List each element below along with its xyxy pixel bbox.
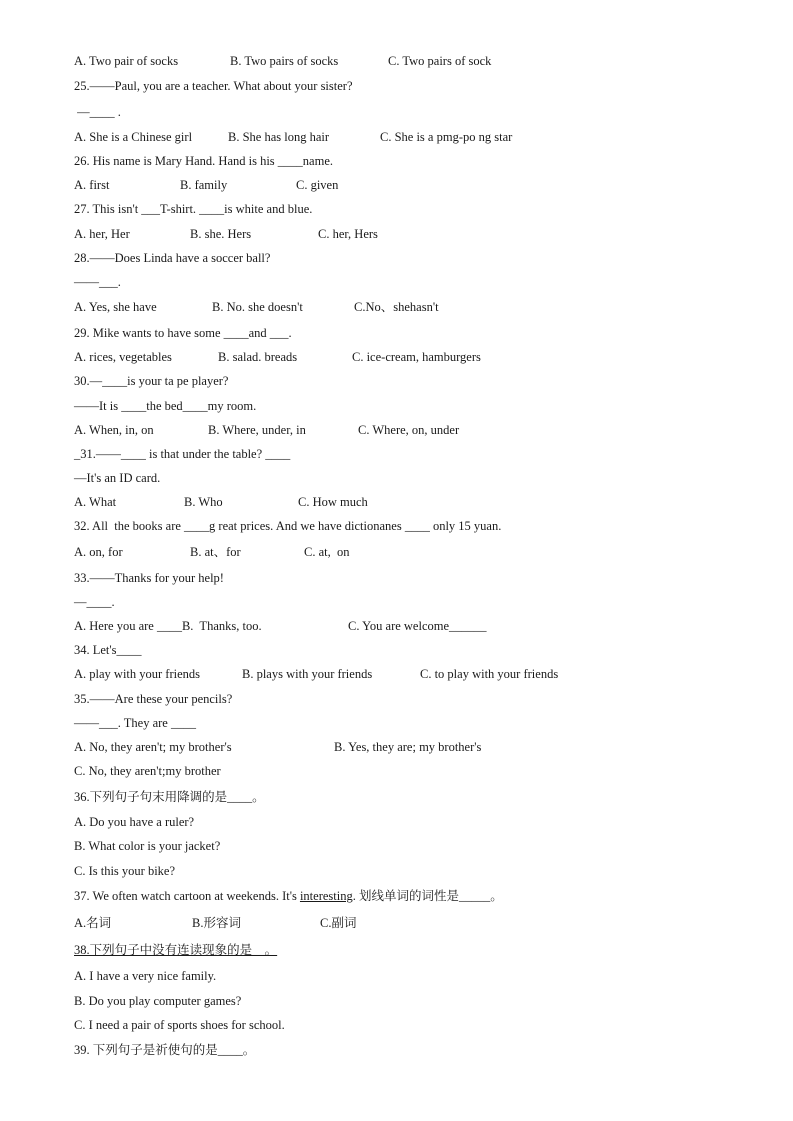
option-c: C.副词 — [320, 916, 357, 930]
q27-question: 27. This isn't ___T-shirt. ____is white and blue. — [74, 202, 313, 216]
q37-question — [74, 888, 503, 904]
q33-question: 33.——Thanks for your help! — [74, 571, 224, 585]
q34-question: 34. Let's____ — [74, 643, 142, 657]
option-c: C. given — [296, 178, 339, 192]
q36-option-b: B. What color is your jacket? — [74, 839, 221, 853]
q26-question: 26. His name is Mary Hand. Hand is his ____name. — [74, 154, 333, 168]
option-c: C. ice-cream, hamburgers — [352, 350, 481, 364]
option-a: A. rices, vegetables — [74, 350, 172, 364]
q36-option-c: C. Is this your bike? — [74, 864, 176, 878]
option-a: A. No, they aren't; my brother's — [74, 740, 232, 754]
option-c: C. Two pairs of sock — [388, 54, 492, 68]
option-c: C. to play with your friends — [420, 667, 559, 681]
q25-answer-line: —____ . — [74, 105, 121, 119]
q32-question: 32. All the books are ____g reat prices. And we have dictionanes ____ only 15 yuan. — [74, 519, 502, 533]
option-a: A. Yes, she have — [74, 300, 157, 314]
option-b: B. No. she doesn't — [212, 300, 303, 314]
option-c: C. her, Hers — [318, 227, 378, 241]
option-c: C. at, on — [304, 545, 350, 559]
q38-option-b: B. Do you play computer games? — [74, 994, 242, 1008]
option-b: B. plays with your friends — [242, 667, 373, 681]
q37-text-before: 37. We often watch cartoon at weekends. It's — [74, 889, 300, 903]
option-b: B. she. Hers — [190, 227, 252, 241]
q38-option-a: A. I have a very nice family. — [74, 969, 217, 983]
option-a: A. her, Her — [74, 227, 130, 241]
q30-answer-line: ——It is ____the bed____my room. — [74, 399, 257, 413]
option-b: B. Where, under, in — [208, 423, 306, 437]
option-b: B. Yes, they are; my brother's — [334, 740, 482, 754]
option-c: C. She is a pmg-po ng star — [380, 130, 513, 144]
option-a: A. play with your friends — [74, 667, 201, 681]
q33-answer-line: —____. — [74, 595, 115, 609]
option-c: C. Where, on, under — [358, 423, 460, 437]
option-a: A. She is a Chinese girl — [74, 130, 193, 144]
option-b: B. She has long hair — [228, 130, 330, 144]
q31-answer-line: —It's an ID card. — [74, 471, 161, 485]
option-b: B. Who — [184, 495, 223, 509]
option-c: C. You are welcome______ — [348, 619, 487, 633]
option-a: A. When, in, on — [74, 423, 154, 437]
option-c: C. How much — [298, 495, 368, 509]
q36-question: 36.下列句子句末用降调的是____。 — [74, 790, 265, 804]
q31-question: _31.——____ is that under the table? ____ — [74, 447, 291, 461]
option-a: A. Two pair of socks — [74, 54, 179, 68]
q38-question-text: 38.下列句子中没有连读现象的是__。 — [74, 943, 278, 957]
q38-question — [74, 942, 277, 958]
option-c: C.No、shehasn't — [354, 300, 439, 314]
q35-answer-line: ——___. They are ____ — [74, 716, 196, 730]
option-b: B. Two pairs of socks — [230, 54, 339, 68]
option-a: A. What — [74, 495, 117, 509]
q38-option-c: C. I need a pair of sports shoes for school. — [74, 1018, 285, 1032]
q35-question: 35.——Are these your pencils? — [74, 692, 233, 706]
q28-answer-line: ——___. — [74, 275, 121, 289]
option-b: B.形容词 — [192, 916, 241, 930]
q25-question: 25.——Paul, you are a teacher. What about your sister? — [74, 79, 353, 93]
q37-underlined-word: interesting — [299, 889, 353, 903]
option-a: A. on, for — [74, 545, 123, 559]
option-a: A. first — [74, 178, 110, 192]
q35-option-c: C. No, they aren't;my brother — [74, 764, 221, 778]
option-b: B. family — [180, 178, 228, 192]
option-a-b: A. Here you are ____B. Thanks, too. — [74, 619, 262, 633]
q28-question: 28.——Does Linda have a soccer ball? — [74, 251, 271, 265]
q39-question: 39. 下列句子是祈使句的是____。 — [74, 1043, 256, 1057]
option-b: B. salad. breads — [218, 350, 298, 364]
q29-question: 29. Mike wants to have some ____and ___. — [74, 326, 292, 340]
q30-question: 30.—____is your ta pe player? — [74, 374, 229, 388]
option-b: B. at、for — [190, 545, 241, 559]
option-a: A.名词 — [74, 916, 112, 930]
q36-option-a: A. Do you have a ruler? — [74, 815, 195, 829]
q37-text-after: . 划线单词的词性是_____。 — [352, 889, 503, 903]
